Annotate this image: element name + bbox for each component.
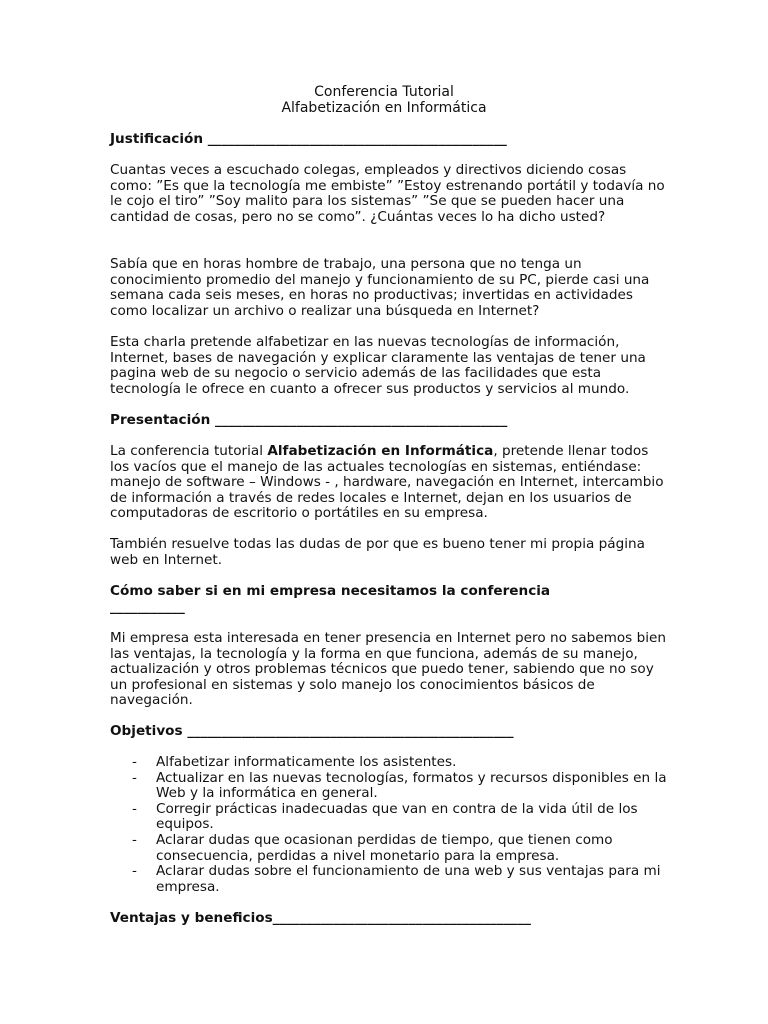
list-item-text: Alfabetizar informaticamente los asistentes. bbox=[156, 754, 457, 770]
dash-bullet: - bbox=[132, 769, 137, 786]
heading-como-saber bbox=[110, 584, 670, 615]
heading-justificacion: Justificación ____________________________________________ bbox=[110, 131, 507, 147]
justificacion-paragraph-2 bbox=[110, 257, 670, 319]
paragraph-text: , pretende llenar todos los vacíos que el manejo de las actuales tecnologías en sistemas, entiéndase: manejo de software – Windows - , hardware, navegación en Internet, intercambio de información a través de redes locales e Internet, dejan en los usuarios de computadoras de escritorio o portátiles en su empresa. bbox=[110, 443, 664, 522]
course-name-bold: Alfabetización en Informática bbox=[267, 443, 494, 459]
justificacion-paragraph-1 bbox=[110, 163, 670, 225]
paragraph: Esta charla pretende alfabetizar en las nuevas tecnologías de información, Internet, bases de navegación y explicar claramente las ventajas de tener una pagina web de su negocio o servicio además de las facilidades que esta tecnología le ofrece en cuanto a ofrecer sus productos y servicios al mundo. bbox=[110, 334, 646, 397]
paragraph: Mi empresa esta interesada en tener presencia en Internet pero no sabemos bien las ventajas, la tecnología y la forma en que funciona, además de su manejo, actualización y otros problemas técnicos que puedo tener, sabiendo que no soy un profesional en sistemas y solo manejo los conocimientos básicos de navegación. bbox=[110, 630, 666, 709]
list-item bbox=[110, 755, 670, 771]
objetivos-list bbox=[110, 755, 670, 895]
presentacion-paragraph-1 bbox=[110, 444, 670, 522]
heading-line: Cómo saber si en mi empresa necesitamos la conferencia bbox=[110, 583, 551, 599]
heading-underline: ___________ bbox=[110, 598, 185, 615]
list-item bbox=[110, 802, 670, 833]
heading-objetivos: Objetivos ________________________________________________ bbox=[110, 723, 514, 739]
list-item-text: Aclarar dudas que ocasionan perdidas de tiempo, que tienen como consecuencia, perdidas a nivel monetario para la empresa. bbox=[156, 831, 613, 864]
paragraph bbox=[110, 444, 670, 522]
list-item-text: Corregir prácticas inadecuadas que van en contra de la vida útil de los equipos. bbox=[156, 800, 638, 833]
dash-bullet: - bbox=[132, 800, 137, 817]
heading-ventajas: Ventajas y beneficios______________________________________ bbox=[110, 910, 531, 926]
list-item bbox=[110, 833, 670, 864]
paragraph: También resuelve todas las dudas de por que es bueno tener mi propia página web en Internet. bbox=[110, 536, 645, 568]
paragraph: Cuantas veces a escuchado colegas, empleados y directivos diciendo cosas como: ”Es que la tecnología me embiste” ”Estoy estrenando portátil y todavía no le cojo el tiro” ”Soy malito para los sistemas” ”Se que se pueden hacer una cantidad de cosas, pero no se como”. ¿Cuántas veces lo ha dicho usted? bbox=[110, 162, 665, 225]
list-item bbox=[110, 771, 670, 802]
dash-bullet: - bbox=[132, 831, 137, 848]
bullet-list bbox=[110, 755, 670, 895]
dash-bullet: - bbox=[132, 754, 137, 770]
presentacion-paragraph-2 bbox=[110, 537, 670, 568]
title-line-1: Conferencia Tutorial bbox=[314, 84, 454, 100]
paragraph: Sabía que en horas hombre de trabajo, una persona que no tenga un conocimiento promedio del manejo y funcionamiento de su PC, pierde casi una semana cada seis meses, en horas no productivas; invertidas en actividades como localizar un archivo o realizar una búsqueda en Internet? bbox=[110, 256, 650, 319]
heading-presentacion: Presentación ___________________________________________ bbox=[110, 412, 508, 428]
justificacion-paragraph-3 bbox=[110, 335, 670, 397]
title-line-2: Alfabetización en Informática bbox=[281, 99, 487, 116]
como-paragraph bbox=[110, 631, 670, 709]
list-item-text: Aclarar dudas sobre el funcionamiento de una web y sus ventajas para mi empresa. bbox=[156, 863, 661, 895]
paragraph-text: La conferencia tutorial bbox=[110, 443, 268, 459]
dash-bullet: - bbox=[132, 863, 137, 880]
list-item-text: Actualizar en las nuevas tecnologías, formatos y recursos disponibles en la Web y la informática en general. bbox=[156, 769, 667, 802]
document-title bbox=[0, 85, 768, 116]
list-item bbox=[110, 864, 670, 895]
